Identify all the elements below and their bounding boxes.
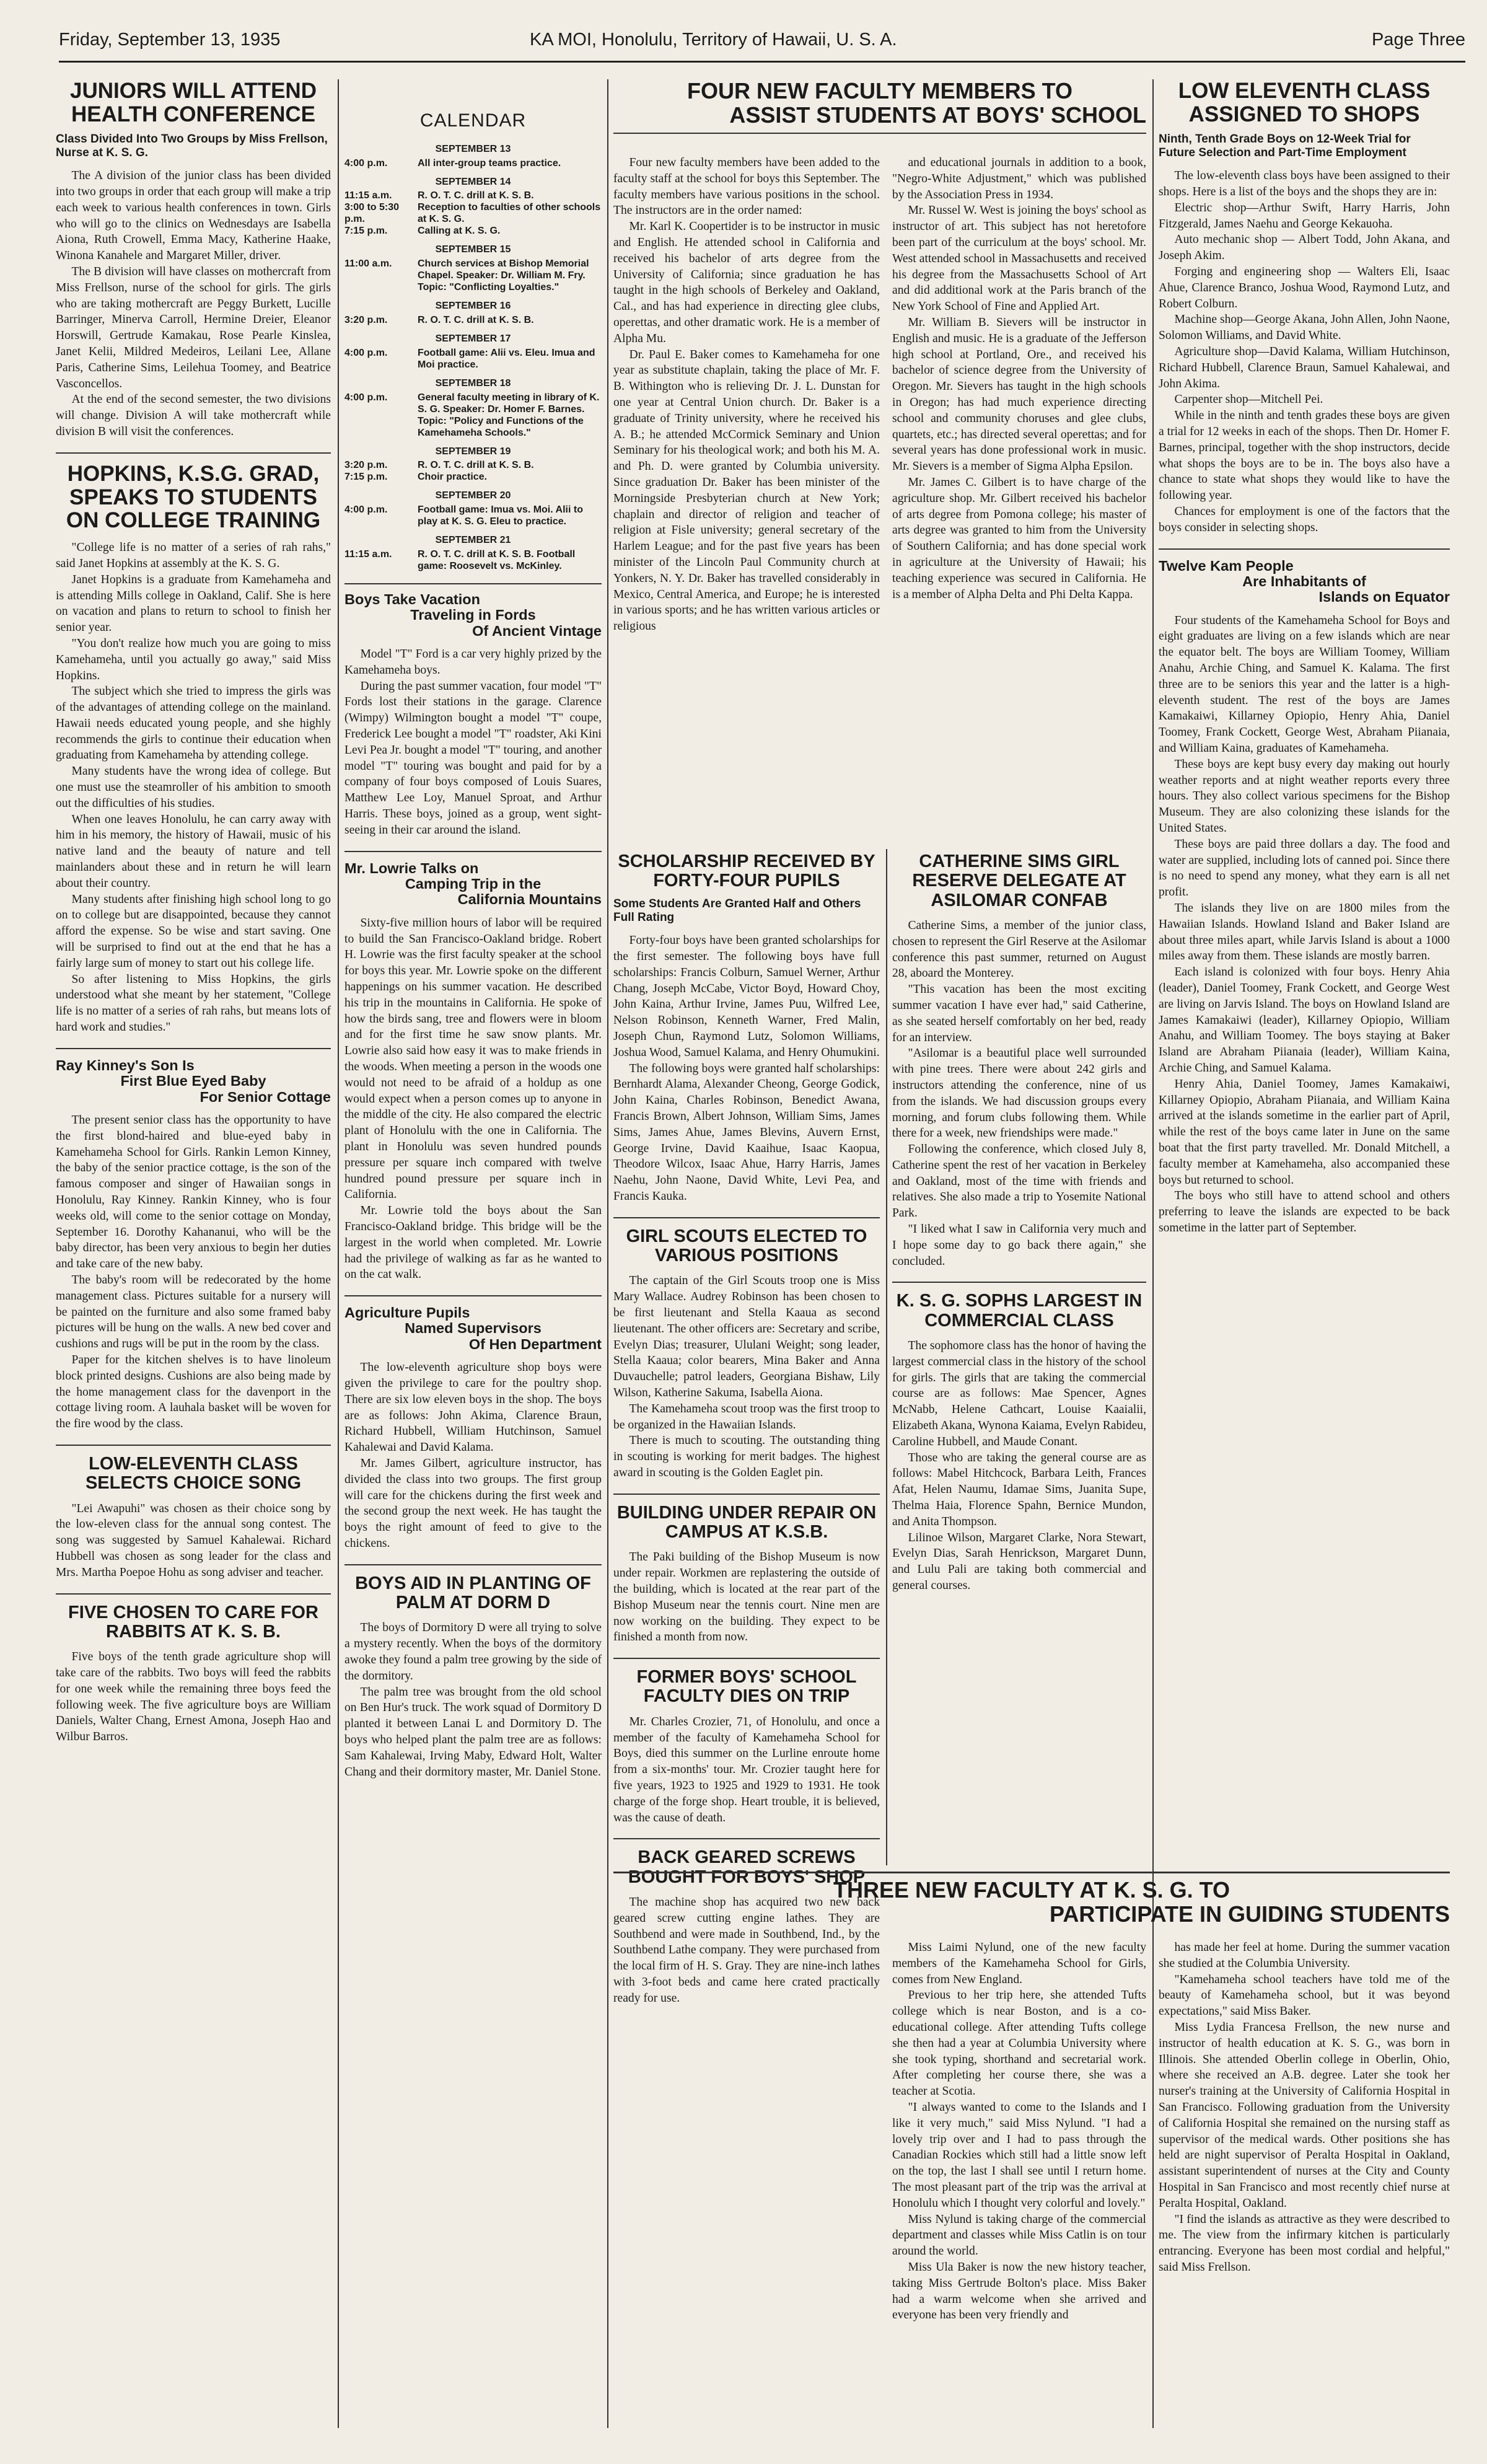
- headline-line: Of Hen Department: [468, 1335, 602, 1352]
- calendar-day: SEPTEMBER 16: [435, 301, 511, 312]
- headline-line: First Blue Eyed Baby: [120, 1073, 266, 1089]
- paragraph: The low-eleventh class boys have been assigned to their shops. Here is a list of the boys and the shops they are in:: [1159, 169, 1450, 198]
- divider: [56, 1445, 331, 1446]
- paragraph: Following the conference, which closed July 8, Catherine spent the rest of her vacation in Berkeley and Oakland, most of the time with friends and relatives. She also made a trip to Yosemite National Park.: [892, 1143, 1146, 1220]
- article-model-t: [344, 592, 602, 838]
- paragraph: "This vacation has been the most exciting summer vacation I have ever had," said Catherine, as she seated herself comfortably on her bed, ready for an interview.: [892, 983, 1146, 1044]
- divider: [613, 1217, 880, 1218]
- headline: FORMER BOYS' SCHOOL FACULTY DIES ON TRIP: [636, 1667, 857, 1707]
- event-time: 7:15 p.m.: [344, 472, 388, 483]
- article-three-new-faculty-headline: [613, 1872, 1450, 1927]
- headline: [56, 1058, 331, 1105]
- headline: K. S. G. SOPHS LARGEST IN COMMERCIAL CLASS: [896, 1291, 1143, 1331]
- paragraph: Forty-four boys have been granted scholarships for the first semester. The following boys have full scholarships: Francis Colburn, Samuel Werner, Arthur Chang, Joseph McCabe, Victor Boyd, Howard Choy, John Kaina, Arthur Irvine, James Puu, Wilfred Lee, Nelson Robinson, Kenneth Warner, Fred Malin, Joseph Chun, Raymond Lutz, Solomon Williams, Joshua Wood, Samuel Kalama, and Henry Ohumukini.: [613, 934, 880, 1059]
- paragraph: Dr. Paul E. Baker comes to Kamehameha for one year as substitute chaplain, taking the place of Mr. F. B. Withington who is relieving Dr. J. L. Dunstan for one year at Central Union church. Dr. Baker is a graduate of Trinity university, where he received his A. B.; he attended McCormick Seminary and Union Seminary for his theological work; and both his M. A. and Ph. D. were granted by Columbia university. Since graduation Dr. Baker has been minister of the Morningside Presbyterian church at New York; chaplain and director of religion and teacher of religion at Fisle university; general secretary of the Harlem League; and for the past five years has been minister of the Lincoln Paul Community church at Yonkers, N. Y. Dr. Baker has travelled considerably in Mexico, Central America, and Europe; he is interested in various sports; and he has written various articles or religious: [613, 348, 880, 633]
- paragraph: "Asilomar is a beautiful place well surrounded with pine trees. There were about 242 girls and instructors attending the conference, nine of us from the islands. We had discussion groups every morning, and forum clubs following them. While there for a week, new friendships were made.": [892, 1047, 1146, 1140]
- calendar-day: SEPTEMBER 15: [435, 244, 511, 255]
- headline-line: PARTICIPATE IN GUIDING STUDENTS: [1049, 1901, 1450, 1927]
- paragraph: Those who are taking the general course are as follows: Mabel Hitchcock, Barbara Leith, Frances Afat, Helen Naumu, Idamae Sims, Juanita Supe, Thelma Haia, Florence Spahn, Bernice Mundon, and Anita Thompson.: [892, 1451, 1146, 1528]
- event-time: 11:00 a.m.: [344, 258, 392, 270]
- column-2: [344, 79, 602, 2434]
- paragraph: When one leaves Honolulu, he can carry away with him in his memory, the history of Hawaii, music of his native land and the beauty of nature and tell mainlanders about these and in return he will learn about their country.: [56, 812, 331, 890]
- calendar-box: [344, 79, 602, 584]
- paragraph: During the past summer vacation, four model "T" Fords lost their stations in the garage. Clarence (Wimpy) Wilmington bought a model "T" coupe, Frederick Lee bought a model "T" roadster, Aki Kini Levi Pea Jr. bought a model "T" touring, and another model "T" touring was bought and paid for by a company of four boys composed of Louis Suares, Matthew Lee Loy, Manuel Sproat, and Arthur Harris. These boys, joined as a group, went sight-seeing in their car around the island.: [344, 679, 602, 837]
- paragraph: Sixty-five million hours of labor will be required to build the San Francisco-Oakland bridge. Robert H. Lowrie was the first faculty speaker at the school for boys this year. Mr. Lowrie spoke on the different happenings on his summer vacation. He described his trip in the mountains in California. He spoke of how the birds sang, tree and flowers were in bloom and for the first time he saw snow plants. Mr. Lowrie also said how easy it was to make friends in the woods. When meeting a person in the woods one would not need to be afraid of a holdup as one would expect when a person comes up to anyone in the middle of the city. He also compared the electric plant of Honolulu with the one in California. The plant in Honolulu was seven hundred pounds pressure per square inch compared with twelve hundred pound pressure per square inch in California.: [344, 916, 602, 1202]
- calendar-day: SEPTEMBER 17: [435, 333, 511, 344]
- article-four-new-faculty-col-a: [613, 155, 880, 843]
- paragraph: The baby's room will be redecorated by the home management class. Pictures suitable for a nursery will be painted on the furniture and also some framed baby pictures will be hung on the walls. A new bed cover and cushions and rugs will be put in the room by the class.: [56, 1273, 331, 1351]
- publication-line: KA MOI, Honolulu, Territory of Hawaii, U. S. A.: [530, 30, 897, 50]
- headline: [1159, 558, 1450, 605]
- page-number: Page Three: [1371, 30, 1465, 50]
- article-four-new-faculty-headline: [613, 79, 1146, 134]
- paragraph: These boys are kept busy every day making out hourly weather reports and at night weather reports every three hours. They also collect various specimens for the Bishop Museum. They are also colonizing these islands for the United States.: [1159, 757, 1450, 835]
- article-building-repair: [613, 1503, 880, 1645]
- calendar-event: [344, 392, 602, 439]
- calendar-title: CALENDAR: [419, 110, 527, 131]
- calendar-day: SEPTEMBER 13: [435, 143, 511, 154]
- headline-line: For Senior Cottage: [200, 1088, 331, 1105]
- paragraph: has made her feel at home. During the summer vacation she studied at the Columbia University.: [1159, 1941, 1450, 1970]
- column-5: [1159, 79, 1450, 1867]
- article-catherine-sims: [892, 852, 1146, 1269]
- article-four-new-faculty-col-b: [892, 155, 1146, 843]
- paragraph: The following boys were granted half scholarships: Bernhardt Alama, Alexander Cheong, George Godick, John Kaina, Charles Robinson, Benedict Awana, Francis Brown, Albert Johnson, William Sims, James Sims, James Ahue, James Blevins, Auvern Ernst, George Irvine, David Kaaihue, Isaac Kaopua, Theodore Wilcox, Isaac Ahue, Harry Harris, James Naehu, John Naone, David White, Levi Pea, and Francis Kauka.: [613, 1062, 880, 1203]
- column-rule: [338, 79, 339, 2428]
- calendar-event: [344, 201, 602, 225]
- headline: BACK GEARED SCREWS BOUGHT FOR BOYS' SHOP: [628, 1847, 866, 1887]
- calendar-day: SEPTEMBER 21: [435, 535, 511, 546]
- paragraph: "Lei Awapuhi" was chosen as their choice song by the low-eleven class for the annual song contest. The song was suggested by Samuel Kahalewai. Richard Hubbell was chosen as song leader for the class and Mrs. Martha Poepoe Hohu as song adviser and teacher.: [56, 1502, 331, 1579]
- paragraph: The sophomore class has the honor of having the largest commercial class in the history of the school for girls. The girls that are taking the commercial course are as follows: Mae Spencer, Agnes McNabb, Helene Cathcart, Louise Kaaialii, Elizabeth Akana, Wynona Kaiama, Evelyn Rabideu, Caroline Hubbell, and Maude Conant.: [892, 1339, 1146, 1448]
- paragraph: At the end of the second semester, the two divisions will change. Division A will take mothercraft while division B will visit the conferences.: [56, 393, 331, 438]
- event-time: 11:15 a.m.: [344, 190, 392, 201]
- paragraph: The boys of Dormitory D were all trying to solve a mystery recently. When the boys of the dormitory awoke they found a palm tree growing by the side of the dormitory.: [344, 1621, 602, 1683]
- event-time: 4:00 p.m.: [344, 504, 388, 516]
- article-sophs-commercial: [892, 1291, 1146, 1593]
- article-girl-scouts: [613, 1227, 880, 1481]
- paragraph: Mr. William B. Sievers will be instructor in English and music. He is a graduate of the Jefferson high school at Portland, Ore., and received his bachelor of science degree from the University of Oregon. Mr. Sievers has taught in the high schools in Oregon; has had much experience directing school and community choruses and glee clubs, quartets, etc.; has directed several operettas; and for several years has done professional work in music. Mr. Sievers is a member of Sigma Alpha Epsilon.: [892, 315, 1146, 473]
- event-description: R. O. T. C. drill at K. S. B.: [418, 314, 534, 325]
- article-palm: [344, 1574, 602, 1780]
- article-scholarship: [613, 852, 880, 1205]
- paragraph: Miss Laimi Nylund, one of the new faculty members of the Kamehameha School for Girls, comes from New England.: [892, 1941, 1146, 1986]
- divider: [1159, 548, 1450, 550]
- headline-line: Traveling in Fords: [410, 607, 536, 623]
- column-3: [613, 851, 880, 2005]
- headline: JUNIORS WILL ATTEND HEALTH CONFERENCE: [70, 79, 317, 126]
- divider: [56, 452, 331, 454]
- paragraph: The islands they live on are 1800 miles from the Hawaiian Islands. Howland Island and Baker Island are about three miles apart, while Jarvis Island is about a 1000 miles away from them. These islands are mostly barren.: [1159, 901, 1450, 963]
- headline: GIRL SCOUTS ELECTED TO VARIOUS POSITIONS: [626, 1226, 867, 1266]
- paragraph: There is much to scouting. The outstanding thing in scouting is working for merit badges. The highest award in scouting is the Golden Eaglet pin.: [613, 1434, 880, 1479]
- headline-line: Islands on Equator: [1318, 589, 1450, 605]
- headline: BOYS AID IN PLANTING OF PALM AT DORM D: [355, 1573, 591, 1613]
- paragraph: Many students after finishing high school long to go on to college but are disappointed, because they cannot afford the expense. So be wise and start saving. One will be surprised to find out at the end that he has a fairly large sum of money to start out his college life.: [56, 892, 331, 970]
- paragraph: Catherine Sims, a member of the junior class, chosen to represent the Girl Reserve at the Asilomar conference this past summer, returned on August 28, aboard the Monterey.: [892, 918, 1146, 980]
- calendar-day: SEPTEMBER 18: [435, 377, 511, 389]
- paragraph: "College life is no matter of a series of rah rahs," said Janet Hopkins at assembly at the K. S. G.: [56, 541, 331, 570]
- paragraph: "I find the islands as attractive as they were described to me. The view from the infirmary kitchen is particularly entrancing. Everyone has been most cordial and helpful," said Miss Frellson.: [1159, 2212, 1450, 2274]
- paragraph: Previous to her trip here, she attended Tufts college which is near Boston, and is a co-educational college. After attending Tufts college she then had a year at Columbia University where she took typing, shorthand and secretarial work. After completing her course there, she was a teacher at Scotia.: [892, 1989, 1146, 2098]
- article-hen-department: [344, 1305, 602, 1552]
- paragraph: Mr. James C. Gilbert is to have charge of the agriculture shop. Mr. Gilbert received his bachelor of arts degree from Pomona college; his master of arts degree was granted to him from the University of Southern California; and has done special work in agriculture at the University of Hawaii; his teaching experience was secured in California. He is a member of Alpha Delta and Phi Delta Kappa.: [892, 475, 1146, 601]
- paragraph: "You don't realize how much you are going to miss Kamehameha, until you actually go away," said Miss Hopkins.: [56, 636, 331, 682]
- calendar-event: [344, 258, 602, 293]
- paragraph: Henry Ahia, Daniel Toomey, James Kamakaiwi, Killarney Opiopio, Abraham Piianaia, and William Kaina arrived at the islands sometime in the earlier part of April, while the rest of the boys came later in June on the same boat that the first party travelled. Mr. Donald Mitchell, a faculty member at Kamehameha, also accompanied these boys but returned to school.: [1159, 1077, 1450, 1187]
- paragraph: "I always wanted to come to the Islands and I like it very much," said Miss Nylund. "I had a lovely trip over and I had to pass through the Canadian Rockies which still had a little snow left on the top, the last I shall see until I return home. The most pleasant part of the trip was the arrival at Honolulu which I thought very colorful and lovely.": [892, 2100, 1146, 2210]
- headline-line: THREE NEW FACULTY AT K. S. G. TO: [833, 1877, 1230, 1903]
- paragraph: The subject which she tried to impress the girls was of the advantages of attending college on the mainland. Hawaii needs educated young people, and she highly recommends the girls to continue their education when graduating from Kamehameha by attending college.: [56, 685, 331, 762]
- headline-line: Of Ancient Vintage: [472, 622, 602, 639]
- article-shops: [1159, 79, 1450, 536]
- paragraph: Electric shop—Arthur Swift, Harry Harris, John Fitzgerald, James Naehu and George Kekauoha.: [1159, 201, 1450, 231]
- headline-line: ASSIST STUDENTS AT BOYS' SCHOOL: [729, 102, 1146, 128]
- divider: [56, 1048, 331, 1049]
- calendar-event: [344, 471, 602, 483]
- paragraph: Each island is colonized with four boys. Henry Ahia (leader), Daniel Toomey, Frank Cockett, and George West are living on Jarvis Island. The boys on Howland Island are James Kamakaiwi (leader), Killarney Opiopio, William Anahu, and William Toomey. The boys staying at Baker Island are Abraham Piianaia (leader), William Kaina, Archie Ching, and Samuel Kalama.: [1159, 966, 1450, 1075]
- headline: LOW ELEVENTH CLASS ASSIGNED TO SHOPS: [1178, 79, 1431, 126]
- column-1: [56, 79, 331, 2434]
- divider: [613, 1494, 880, 1495]
- paragraph: Mr. Charles Crozier, 71, of Honolulu, and once a member of the faculty of Kamehameha School for Boys, died this summer on the Lurline enroute home from a six-months' tour. Mr. Crozier taught here for five years, 1923 to 1925 and 1929 to 1931. He took charge of the forge shop. Heart trouble, it is believed, was the cause of death.: [613, 1715, 880, 1824]
- paragraph: Carpenter shop—Mitchell Pei.: [1174, 393, 1323, 407]
- paragraph: Janet Hopkins is a graduate from Kamehameha and is attending Mills college in Oakland, Calif. She is here on vacation and plans to return to school to finish her senior year.: [56, 573, 331, 635]
- calendar-list: [344, 141, 602, 572]
- divider: [613, 1838, 880, 1839]
- event-description: R. O. T. C. drill at K. S. B. Football game: Roosevelt vs. McKinley.: [418, 548, 576, 571]
- paragraph: Lilinoe Wilson, Margaret Clarke, Nora Stewart, Evelyn Dias, Sarah Henrickson, Margaret Dunn, and Lulu Pali are taking both commercial and general courses.: [892, 1531, 1146, 1593]
- article-kinney-baby: [56, 1058, 331, 1432]
- headline-line: Agriculture Pupils: [344, 1305, 470, 1321]
- paragraph: The captain of the Girl Scouts troop one is Miss Mary Wallace. Audrey Robinson has been chosen to be first lieutenant and Stella Kaaua as second lieutenant. The other officers are: Secretary and scribe, Evelyn Dias; treasurer, Ululani Weight; song leader, Stella Kaaua; color bearers, Mina Baker and Anna Duvauchelle; patrol leaders, Georgiana Bishaw, Lily Wilson, Katherine Sakuma, Isabella Aiona.: [613, 1274, 880, 1399]
- event-description: Church services at Bishop Memorial Chapel. Speaker: Dr. William M. Fry. Topic: "Conflicting Loyalties.": [418, 258, 589, 293]
- headline: [344, 861, 602, 908]
- paragraph: The B division will have classes on mothercraft from Miss Frellson, nurse of the school for girls. The girls who are taking mothercraft are Peggy Burkett, Lucille Barringer, Minerva Carroll, Hermine Dreier, Eleanor Horswill, Gertrude Kamakau, Rose Pearle Kinslea, Janet Kelii, Mildred Medeiros, Leilani Lee, Allane Paris, Catherine Sims, Leilehua Toomey, and Beatrice Vasconcellos.: [56, 265, 331, 390]
- event-time: 3:00 to 5:30 p.m.: [344, 202, 400, 225]
- event-description: Football game: Alii vs. Eleu. Imua and Moi practice.: [418, 347, 595, 370]
- paragraph: The palm tree was brought from the old school on Ben Hur's truck. The work squad of Dormitory D planted it between Lanai L and Dormitory D. The boys who helped plant the palm tree are as follows: Sam Kahalewai, Irving Maby, Edward Holt, Walter Chang and their dormitory master, Mr. Daniel Stone.: [344, 1685, 602, 1779]
- paragraph: Chances for employment is one of the factors that the boys consider in selecting shops.: [1159, 504, 1450, 534]
- article-choice-song: [56, 1454, 331, 1581]
- paragraph: Paper for the kitchen shelves is to have linoleum block printed designs. Cushions are also being made by the home management class for the davenport in the cottage living room. A lauhala basket will be woven for the fire wood by the class.: [56, 1353, 331, 1431]
- event-description: Calling at K. S. G.: [418, 226, 501, 237]
- headline-line: FOUR NEW FACULTY MEMBERS TO: [686, 78, 1072, 103]
- column-4: [892, 852, 1146, 1865]
- headline: BUILDING UNDER REPAIR ON CAMPUS AT K.S.B.: [616, 1502, 877, 1542]
- headline-line: Camping Trip in the: [405, 876, 542, 892]
- headline: [344, 1305, 602, 1352]
- paragraph: These boys are paid three dollars a day. The food and water are supplied, including lots of canned poi. Since there is no need to spend any money, what they earn is all net profit.: [1159, 837, 1450, 899]
- event-description: R. O. T. C. drill at K. S. B.: [418, 460, 534, 471]
- paragraph: The machine shop has acquired two new back geared screw cutting engine lathes. They are Southbend and were made in Southbend, Ind., by the Southbend Lathe company. They were purchased from the local firm of H. S. Gray. They are nine-inch lathes with 3-foot beds and came here crated practically ready for use.: [613, 1895, 880, 2005]
- calendar-event: [344, 504, 602, 527]
- headline: HOPKINS, K.S.G. GRAD, SPEAKS TO STUDENTS ON COLLEGE TRAINING: [66, 461, 321, 533]
- headline: [344, 592, 602, 639]
- calendar-event: [344, 347, 602, 371]
- paragraph: The A division of the junior class has been divided into two groups in order that each group will make a trip each week to various health conferences in town. Girls who will go to the clinics on Wednesdays are Isabella Aiona, Ruth Crowell, Emma Macy, Katherine Haake, Winona Kanahele and Margaret Miller, driver.: [56, 169, 331, 263]
- event-time: 3:20 p.m.: [344, 460, 388, 471]
- event-time: 4:00 p.m.: [344, 392, 388, 403]
- paragraph: "Kamehameha school teachers have told me of the beauty of Kamehameha school, but it was beyond expectations," said Miss Baker.: [1159, 1973, 1450, 2018]
- headline-line: Boys Take Vacation: [344, 591, 480, 607]
- article-lowrie: [344, 861, 602, 1283]
- event-time: 7:15 p.m.: [344, 226, 388, 237]
- paragraph: Mr. Lowrie told the boys about the San Francisco-Oakland bridge. This bridge will be the largest in the world when completed. Mr. Lowrie had the privilege of walking as far as he wanted to on the cat walk.: [344, 1204, 602, 1282]
- calendar-event: [344, 314, 602, 326]
- paragraph: Agriculture shop—David Kalama, William Hutchinson, Richard Hubbell, Clarence Braun, Samuel Kahalewai, and John Akima.: [1159, 345, 1450, 390]
- headline-line: Mr. Lowrie Talks on: [344, 860, 479, 876]
- paragraph: Machine shop—George Akana, John Allen, John Naone, Solomon Williams, and David White.: [1159, 313, 1450, 343]
- calendar-day: SEPTEMBER 19: [435, 446, 511, 457]
- calendar-event: [344, 225, 602, 237]
- paragraph: Mr. Karl K. Coopertider is to be instructor in music and English. He attended school in California and received his bachelor of arts degree from the University of California; since graduation he has taught in the high schools of Berkeley and Oakland, Cal., and has had experience in directing glee clubs, operettas, and other dramatic work. He is a member of Alpha Mu.: [613, 220, 880, 345]
- paragraph: The boys who still have to attend school and others preferring to leave the islands are expected to be back sometime in the latter part of September.: [1159, 1189, 1450, 1234]
- article-three-new-faculty-col-a: [892, 1940, 1146, 2435]
- headline-line: Ray Kinney's Son Is: [56, 1057, 195, 1073]
- paragraph: Five boys of the tenth grade agriculture shop will take care of the rabbits. Two boys will feed the rabbits for one week while the remaining three boys feed the following week. The five agriculture boys are William Daniels, Walter Chang, Ernest Amona, Joseph Hao and Wilbur Barros.: [56, 1650, 331, 1744]
- column-rule: [1152, 79, 1154, 2428]
- paragraph: Model "T" Ford is a car very highly prized by the Kamehameha boys.: [344, 648, 602, 677]
- article-crozier: [613, 1668, 880, 1826]
- paragraph: Miss Lydia Francesa Frellson, the new nurse and instructor of health education at K. S. G., was born in Illinois. She attended Oberlin college in Oberlin, Ohio, where she received an A.B. degree. Later she took her nurser's training at the University of California Hospital in San Francisco. Following graduation from the University of California Hospital she remained on the nursing staff as supervisor of the medical wards. Other positions she has held are night supervisor of Peralta Hospital in Oakland, assistant superintendent of nurses at the City and County Hospital in San Francisco and most recently chief nurse at Peralta Hospital, Oakland.: [1159, 2020, 1450, 2210]
- calendar-day: SEPTEMBER 20: [435, 490, 511, 501]
- paragraph: Mr. James Gilbert, agriculture instructor, has divided the class into two groups. The first group will care for the chickens during the first week and the second group the next week. He has taught the boys the right amount of feed to give to the chickens.: [344, 1457, 602, 1550]
- column-rule: [607, 79, 608, 2428]
- paragraph: While in the ninth and tenth grades these boys are given a trial for 12 weeks in each of the shops. Then Dr. Homer F. Barnes, principal, together with the shop instructors, decide what shops the boys are to be in. The boys also have a chance to state what shops they would like to have the following year.: [1159, 409, 1450, 503]
- headline-line: California Mountains: [457, 891, 602, 908]
- event-description: General faculty meeting in library of K. S. G. Speaker: Dr. Homer F. Barnes. Topic: "Policy and Functions of the Kamehameha Schools.": [418, 392, 600, 438]
- headline: SCHOLARSHIP RECEIVED BY FORTY-FOUR PUPILS: [618, 851, 875, 891]
- headline-line: Twelve Kam People: [1159, 557, 1294, 574]
- paragraph: The Paki building of the Bishop Museum is now under repair. Workmen are replastering the outside of the building, which is located at the rear part of the Bishop Museum near the tennis court. Nine men are now working on the building. They expect to be finished a month from now.: [613, 1551, 880, 1644]
- paragraph: Auto mechanic shop — Albert Todd, John Akana, and Joseph Akim.: [1159, 233, 1450, 263]
- divider: [344, 1564, 602, 1565]
- event-time: 11:15 a.m.: [344, 548, 392, 560]
- article-hopkins: [56, 462, 331, 1036]
- paragraph: Many students have the wrong idea of college. But one must use the steamroller of his ambition to smooth out the difficulties of his studies.: [56, 765, 331, 810]
- paragraph: The present senior class has the opportunity to have the first blond-haired and blue-eyed baby in Kamehameha School for Girls. Rankin Lemon Kinney, the baby of the senior practice cottage, is the son of the famous composer and singer of Hawaiian songs in Honolulu, Ray Kinney. Rankin Kinney, who is four weeks old, will come to the senior cottage on Monday, September 16. Dorothy Kahananui, who will be the baby director, has been very anxious to begin her duties and take care of the new baby.: [56, 1113, 331, 1271]
- article-rabbits: [56, 1603, 331, 1745]
- headline-line: Are Inhabitants of: [1242, 573, 1366, 589]
- calendar-event: [344, 459, 602, 471]
- event-description: R. O. T. C. drill at K. S. B.: [418, 190, 534, 201]
- paragraph: The Kamehameha scout troop was the first troop to be organized in the Hawaiian Islands.: [613, 1402, 880, 1432]
- calendar-day: SEPTEMBER 14: [435, 176, 511, 187]
- divider: [613, 1658, 880, 1659]
- paragraph: Mr. Russel W. West is joining the boys' school as instructor of art. This subject has not heretofore been part of the curriculum at the boys' school. Mr. West attended school in Massachusetts and received his degree from the Massachusetts School of Art and did additional work at the Paris branch of the New York School of Fine and Applied Art.: [892, 204, 1146, 314]
- paragraph: Forging and engineering shop — Walters Eli, Isaac Ahue, Clarence Branco, Joshua Wood, Raymond Lutz, and Robert Colburn.: [1159, 265, 1450, 310]
- headline: LOW-ELEVENTH CLASS SELECTS CHOICE SONG: [85, 1453, 302, 1494]
- subheadline: Some Students Are Granted Half and Others Full Rating: [613, 897, 861, 925]
- headline: CATHERINE SIMS GIRL RESERVE DELEGATE AT ASILOMAR CONFAB: [912, 851, 1126, 910]
- event-description: Reception to faculties of other schools at K. S. G.: [418, 202, 601, 225]
- paragraph: "I liked what I saw in California very much and I hope some day to go back there again," she concluded.: [892, 1223, 1146, 1268]
- event-description: All inter-group teams practice.: [418, 157, 561, 169]
- calendar-event: [344, 157, 602, 169]
- paragraph: and educational journals in addition to a book, "Negro-White Adjustment," which was published by the Association Press in 1934.: [892, 156, 1146, 201]
- paragraph: Miss Ula Baker is now the new history teacher, taking Miss Gertrude Bolton's place. Miss Baker had a warm welcome when she arrived and everyone has been very friendly and: [892, 2260, 1146, 2322]
- event-time: 3:20 p.m.: [344, 314, 388, 325]
- paragraph: So after listening to Miss Hopkins, the girls understood what she meant by her statement, "College life is no matter of a series of rah rahs, but means lots of hard work and studies.": [56, 972, 331, 1034]
- paragraph: Miss Nylund is taking charge of the commercial department and classes while Miss Catlin is on tour around the world.: [892, 2212, 1146, 2258]
- divider: [892, 1282, 1146, 1283]
- article-juniors-health: [56, 79, 331, 440]
- masthead: [59, 24, 1465, 63]
- paragraph: Four new faculty members have been added to the faculty staff at the school for boys this September. The faculty members have various positions in the school. The instructors are in the order named:: [613, 156, 880, 218]
- paragraph: Four students of the Kamehameha School for Boys and eight graduates are living on a few islands which are near the equator belt. The boys are William Toomey, William Anahu, Archie Ching, and Samuel K. Kalama. The first three are to be seniors this year and the latter is a high-eleventh student. The rest of the boys are James Kamakaiwi, Killarney Opiopio, Henry Ahia, Daniel Toomey, Frank Cockett, George West, Abraham Piianaia, and William Kaina, graduates of Kamehameha.: [1159, 614, 1450, 755]
- subheadline: Ninth, Tenth Grade Boys on 12-Week Trial for Future Selection and Part-Time Employment: [1159, 132, 1411, 160]
- column-rule: [886, 849, 887, 1865]
- event-description: Choir practice.: [418, 472, 488, 483]
- article-three-new-faculty-col-b: [1159, 1940, 1450, 2435]
- event-time: 4:00 p.m.: [344, 347, 388, 358]
- headline-line: Named Supervisors: [405, 1320, 542, 1337]
- subheadline: Class Divided Into Two Groups by Miss Frellson, Nurse at K. S. G.: [56, 132, 328, 160]
- divider: [344, 1295, 602, 1296]
- divider: [56, 1593, 331, 1595]
- divider: [344, 851, 602, 852]
- paragraph: The low-eleventh agriculture shop boys were given the privilege to care for the poultry shop. There are six low eleven boys in the shop. The boys are as follows: John Akima, Clarence Braun, Richard Hubbell, William Hutchinson, Samuel Kahalewai and David Kalama.: [344, 1361, 602, 1454]
- article-equator-islands: [1159, 558, 1450, 1236]
- issue-date: Friday, September 13, 1935: [59, 30, 281, 50]
- calendar-event: [344, 548, 602, 572]
- event-description: Football game: Imua vs. Moi. Alii to play at K. S. G. Eleu to practice.: [418, 504, 583, 527]
- calendar-event: [344, 190, 602, 201]
- event-time: 4:00 p.m.: [344, 157, 388, 169]
- headline: FIVE CHOSEN TO CARE FOR RABBITS AT K. S. B.: [68, 1602, 318, 1642]
